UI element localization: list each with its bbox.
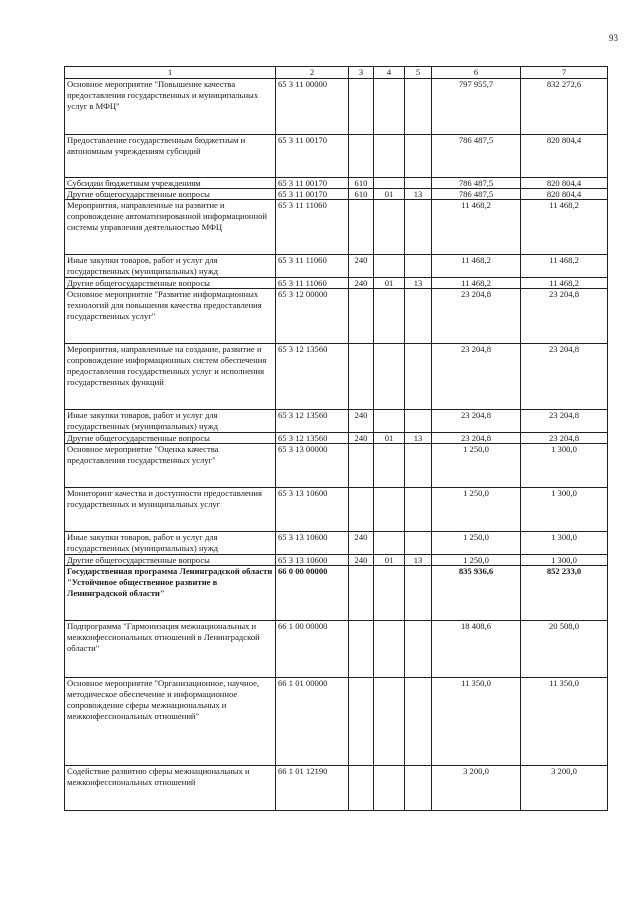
column-header: 7 xyxy=(521,67,608,79)
row-amount-2018-cell: 1 250,0 xyxy=(432,444,521,488)
row-section-cell xyxy=(374,344,405,410)
row-name-cell: Иные закупки товаров, работ и услуг для государственных (муниципальных) нужд xyxy=(65,532,276,555)
row-expense-type-cell xyxy=(349,79,374,135)
row-code-cell: 65 3 11 11060 xyxy=(276,255,349,278)
table-row xyxy=(65,278,608,289)
row-amount-2018-cell: 23 204,8 xyxy=(432,410,521,433)
row-section-cell xyxy=(374,766,405,811)
row-code-cell: 65 3 11 11060 xyxy=(276,200,349,255)
row-subsection-cell xyxy=(405,410,432,433)
row-amount-2018-cell: 3 200,0 xyxy=(432,766,521,811)
row-subsection-cell xyxy=(405,621,432,678)
row-expense-type-cell xyxy=(349,135,374,178)
row-name-cell: Содействие развитию сферы межнациональных и межконфессиональных отношений xyxy=(65,766,276,811)
row-section-cell xyxy=(374,566,405,621)
row-subsection-cell xyxy=(405,532,432,555)
row-code-cell: 65 3 12 13560 xyxy=(276,410,349,433)
row-amount-2018-cell: 1 250,0 xyxy=(432,532,521,555)
row-subsection-cell: 13 xyxy=(405,433,432,444)
row-expense-type-cell xyxy=(349,621,374,678)
row-amount-2019-cell: 1 300,0 xyxy=(521,532,608,555)
row-code-cell: 65 3 12 13560 xyxy=(276,433,349,444)
row-amount-2019-cell: 20 508,0 xyxy=(521,621,608,678)
row-section-cell: 01 xyxy=(374,189,405,200)
row-subsection-cell xyxy=(405,178,432,189)
row-name-cell: Мероприятия, направленные на развитие и сопровождение автоматизированной информационной системы управления деятельностью МФЦ xyxy=(65,200,276,255)
row-name-cell: Иные закупки товаров, работ и услуг для государственных (муниципальных) нужд xyxy=(65,255,276,278)
table-row xyxy=(65,444,608,488)
table-row xyxy=(65,178,608,189)
row-section-cell xyxy=(374,79,405,135)
row-amount-2018-cell: 1 250,0 xyxy=(432,555,521,566)
table-row xyxy=(65,488,608,532)
row-subsection-cell xyxy=(405,766,432,811)
table-header-row xyxy=(65,67,608,79)
row-expense-type-cell xyxy=(349,344,374,410)
row-code-cell: 65 3 11 00170 xyxy=(276,135,349,178)
row-expense-type-cell: 240 xyxy=(349,278,374,289)
row-section-cell xyxy=(374,532,405,555)
row-name-cell: Другие общегосударственные вопросы xyxy=(65,278,276,289)
row-expense-type-cell xyxy=(349,289,374,344)
row-amount-2019-cell: 852 233,0 xyxy=(521,566,608,621)
table-row xyxy=(65,433,608,444)
row-amount-2018-cell: 11 468,2 xyxy=(432,200,521,255)
row-expense-type-cell xyxy=(349,566,374,621)
row-subsection-cell: 13 xyxy=(405,189,432,200)
row-subsection-cell: 13 xyxy=(405,555,432,566)
row-name-cell: Мониторинг качества и доступности предоставления государственных и муниципальных услуг xyxy=(65,488,276,532)
row-code-cell: 65 3 11 00000 xyxy=(276,79,349,135)
row-amount-2018-cell: 11 468,2 xyxy=(432,278,521,289)
row-amount-2019-cell: 3 200,0 xyxy=(521,766,608,811)
row-amount-2019-cell: 1 300,0 xyxy=(521,444,608,488)
row-subsection-cell xyxy=(405,488,432,532)
column-header: 4 xyxy=(374,67,405,79)
row-amount-2018-cell: 797 955,7 xyxy=(432,79,521,135)
row-name-cell: Другие общегосударственные вопросы xyxy=(65,555,276,566)
row-expense-type-cell: 240 xyxy=(349,433,374,444)
row-subsection-cell xyxy=(405,444,432,488)
row-section-cell xyxy=(374,200,405,255)
row-section-cell xyxy=(374,289,405,344)
row-expense-type-cell xyxy=(349,444,374,488)
row-amount-2019-cell: 11 468,2 xyxy=(521,200,608,255)
row-name-cell: Государственная программа Ленинградской области "Устойчивое общественное развитие в Ленинградской области" xyxy=(65,566,276,621)
table-row xyxy=(65,532,608,555)
row-code-cell: 65 3 13 10600 xyxy=(276,555,349,566)
column-header: 1 xyxy=(65,67,276,79)
row-subsection-cell xyxy=(405,135,432,178)
row-expense-type-cell: 240 xyxy=(349,555,374,566)
row-name-cell: Субсидии бюджетным учреждениям xyxy=(65,178,276,189)
row-code-cell: 65 3 12 00000 xyxy=(276,289,349,344)
row-expense-type-cell: 240 xyxy=(349,255,374,278)
column-header: 3 xyxy=(349,67,374,79)
row-expense-type-cell: 610 xyxy=(349,189,374,200)
row-name-cell: Иные закупки товаров, работ и услуг для государственных (муниципальных) нужд xyxy=(65,410,276,433)
row-name-cell: Другие общегосударственные вопросы xyxy=(65,433,276,444)
table-row xyxy=(65,410,608,433)
column-header: 5 xyxy=(405,67,432,79)
row-code-cell: 66 0 00 00000 xyxy=(276,566,349,621)
table-row xyxy=(65,621,608,678)
row-code-cell: 65 3 13 10600 xyxy=(276,488,349,532)
row-code-cell: 65 3 13 10600 xyxy=(276,532,349,555)
row-name-cell: Другие общегосударственные вопросы xyxy=(65,189,276,200)
row-amount-2019-cell: 1 300,0 xyxy=(521,555,608,566)
row-amount-2019-cell: 23 204,8 xyxy=(521,410,608,433)
table-row xyxy=(65,189,608,200)
row-expense-type-cell xyxy=(349,488,374,532)
row-subsection-cell xyxy=(405,79,432,135)
row-name-cell: Мероприятия, направленные на создание, развитие и сопровождение информационных систем обеспечения предоставления государственных услуг и исполнения государственных функций xyxy=(65,344,276,410)
row-name-cell: Основное мероприятие "Повышение качества предоставления государственных и муниципальных услуг в МФЦ" xyxy=(65,79,276,135)
table-row xyxy=(65,255,608,278)
row-amount-2018-cell: 23 204,8 xyxy=(432,433,521,444)
table-row xyxy=(65,200,608,255)
row-expense-type-cell xyxy=(349,200,374,255)
row-code-cell: 65 3 12 13560 xyxy=(276,344,349,410)
row-subsection-cell: 13 xyxy=(405,278,432,289)
table-row xyxy=(65,135,608,178)
row-section-cell xyxy=(374,488,405,532)
row-expense-type-cell xyxy=(349,678,374,766)
table-row xyxy=(65,555,608,566)
row-name-cell: Основное мероприятие "Оценка качества предоставления государственных услуг" xyxy=(65,444,276,488)
table-row xyxy=(65,79,608,135)
row-section-cell xyxy=(374,678,405,766)
row-expense-type-cell: 240 xyxy=(349,532,374,555)
row-amount-2018-cell: 23 204,8 xyxy=(432,344,521,410)
row-section-cell xyxy=(374,444,405,488)
column-header: 2 xyxy=(276,67,349,79)
budget-table xyxy=(64,66,608,811)
row-amount-2019-cell: 11 350,0 xyxy=(521,678,608,766)
row-code-cell: 65 3 11 11060 xyxy=(276,278,349,289)
row-code-cell: 65 3 11 00170 xyxy=(276,178,349,189)
table-row xyxy=(65,344,608,410)
row-amount-2018-cell: 18 408,6 xyxy=(432,621,521,678)
table-body xyxy=(65,79,608,811)
row-amount-2018-cell: 786 487,5 xyxy=(432,135,521,178)
row-name-cell: Основное мероприятие "Организационное, научное, методическое обеспечение и информационное сопровождение сферы межнациональных и межконфессиональных отношений" xyxy=(65,678,276,766)
row-section-cell xyxy=(374,621,405,678)
row-section-cell xyxy=(374,255,405,278)
row-expense-type-cell: 240 xyxy=(349,410,374,433)
row-amount-2018-cell: 23 204,8 xyxy=(432,289,521,344)
row-code-cell: 65 3 13 00000 xyxy=(276,444,349,488)
row-subsection-cell xyxy=(405,289,432,344)
row-subsection-cell xyxy=(405,344,432,410)
row-amount-2019-cell: 832 272,6 xyxy=(521,79,608,135)
row-amount-2019-cell: 23 204,8 xyxy=(521,344,608,410)
row-name-cell: Подпрограмма "Гармонизация межнациональных и межконфессиональных отношений в Ленинградской области" xyxy=(65,621,276,678)
row-code-cell: 65 3 11 00170 xyxy=(276,189,349,200)
row-section-cell: 01 xyxy=(374,555,405,566)
row-name-cell: Основное мероприятие "Развитие информационных технологий для повышения качества предоставления государственных услуг" xyxy=(65,289,276,344)
row-code-cell: 66 1 01 00000 xyxy=(276,678,349,766)
row-subsection-cell xyxy=(405,200,432,255)
row-amount-2018-cell: 11 468,2 xyxy=(432,255,521,278)
row-subsection-cell xyxy=(405,678,432,766)
row-name-cell: Предоставление государственным бюджетным и автономным учреждениям субсидий xyxy=(65,135,276,178)
table-row xyxy=(65,566,608,621)
row-amount-2018-cell: 786 487,5 xyxy=(432,189,521,200)
row-section-cell: 01 xyxy=(374,433,405,444)
row-amount-2018-cell: 1 250,0 xyxy=(432,488,521,532)
row-expense-type-cell xyxy=(349,766,374,811)
column-header: 6 xyxy=(432,67,521,79)
row-subsection-cell xyxy=(405,566,432,621)
row-amount-2019-cell: 11 468,2 xyxy=(521,255,608,278)
row-amount-2019-cell: 1 300,0 xyxy=(521,488,608,532)
row-section-cell xyxy=(374,178,405,189)
row-section-cell xyxy=(374,410,405,433)
page-number: 93 xyxy=(609,33,618,43)
row-amount-2019-cell: 11 468,2 xyxy=(521,278,608,289)
row-amount-2018-cell: 11 350,0 xyxy=(432,678,521,766)
row-amount-2019-cell: 23 204,8 xyxy=(521,289,608,344)
row-amount-2019-cell: 820 804,4 xyxy=(521,178,608,189)
table-row xyxy=(65,289,608,344)
table-row xyxy=(65,678,608,766)
row-amount-2019-cell: 820 804,4 xyxy=(521,135,608,178)
row-section-cell: 01 xyxy=(374,278,405,289)
row-code-cell: 66 1 00 00000 xyxy=(276,621,349,678)
row-section-cell xyxy=(374,135,405,178)
row-amount-2019-cell: 820 804,4 xyxy=(521,189,608,200)
row-code-cell: 66 1 01 12190 xyxy=(276,766,349,811)
row-amount-2019-cell: 23 204,8 xyxy=(521,433,608,444)
row-expense-type-cell: 610 xyxy=(349,178,374,189)
row-amount-2018-cell: 786 487,5 xyxy=(432,178,521,189)
row-amount-2018-cell: 835 936,6 xyxy=(432,566,521,621)
row-subsection-cell xyxy=(405,255,432,278)
table-row xyxy=(65,766,608,811)
